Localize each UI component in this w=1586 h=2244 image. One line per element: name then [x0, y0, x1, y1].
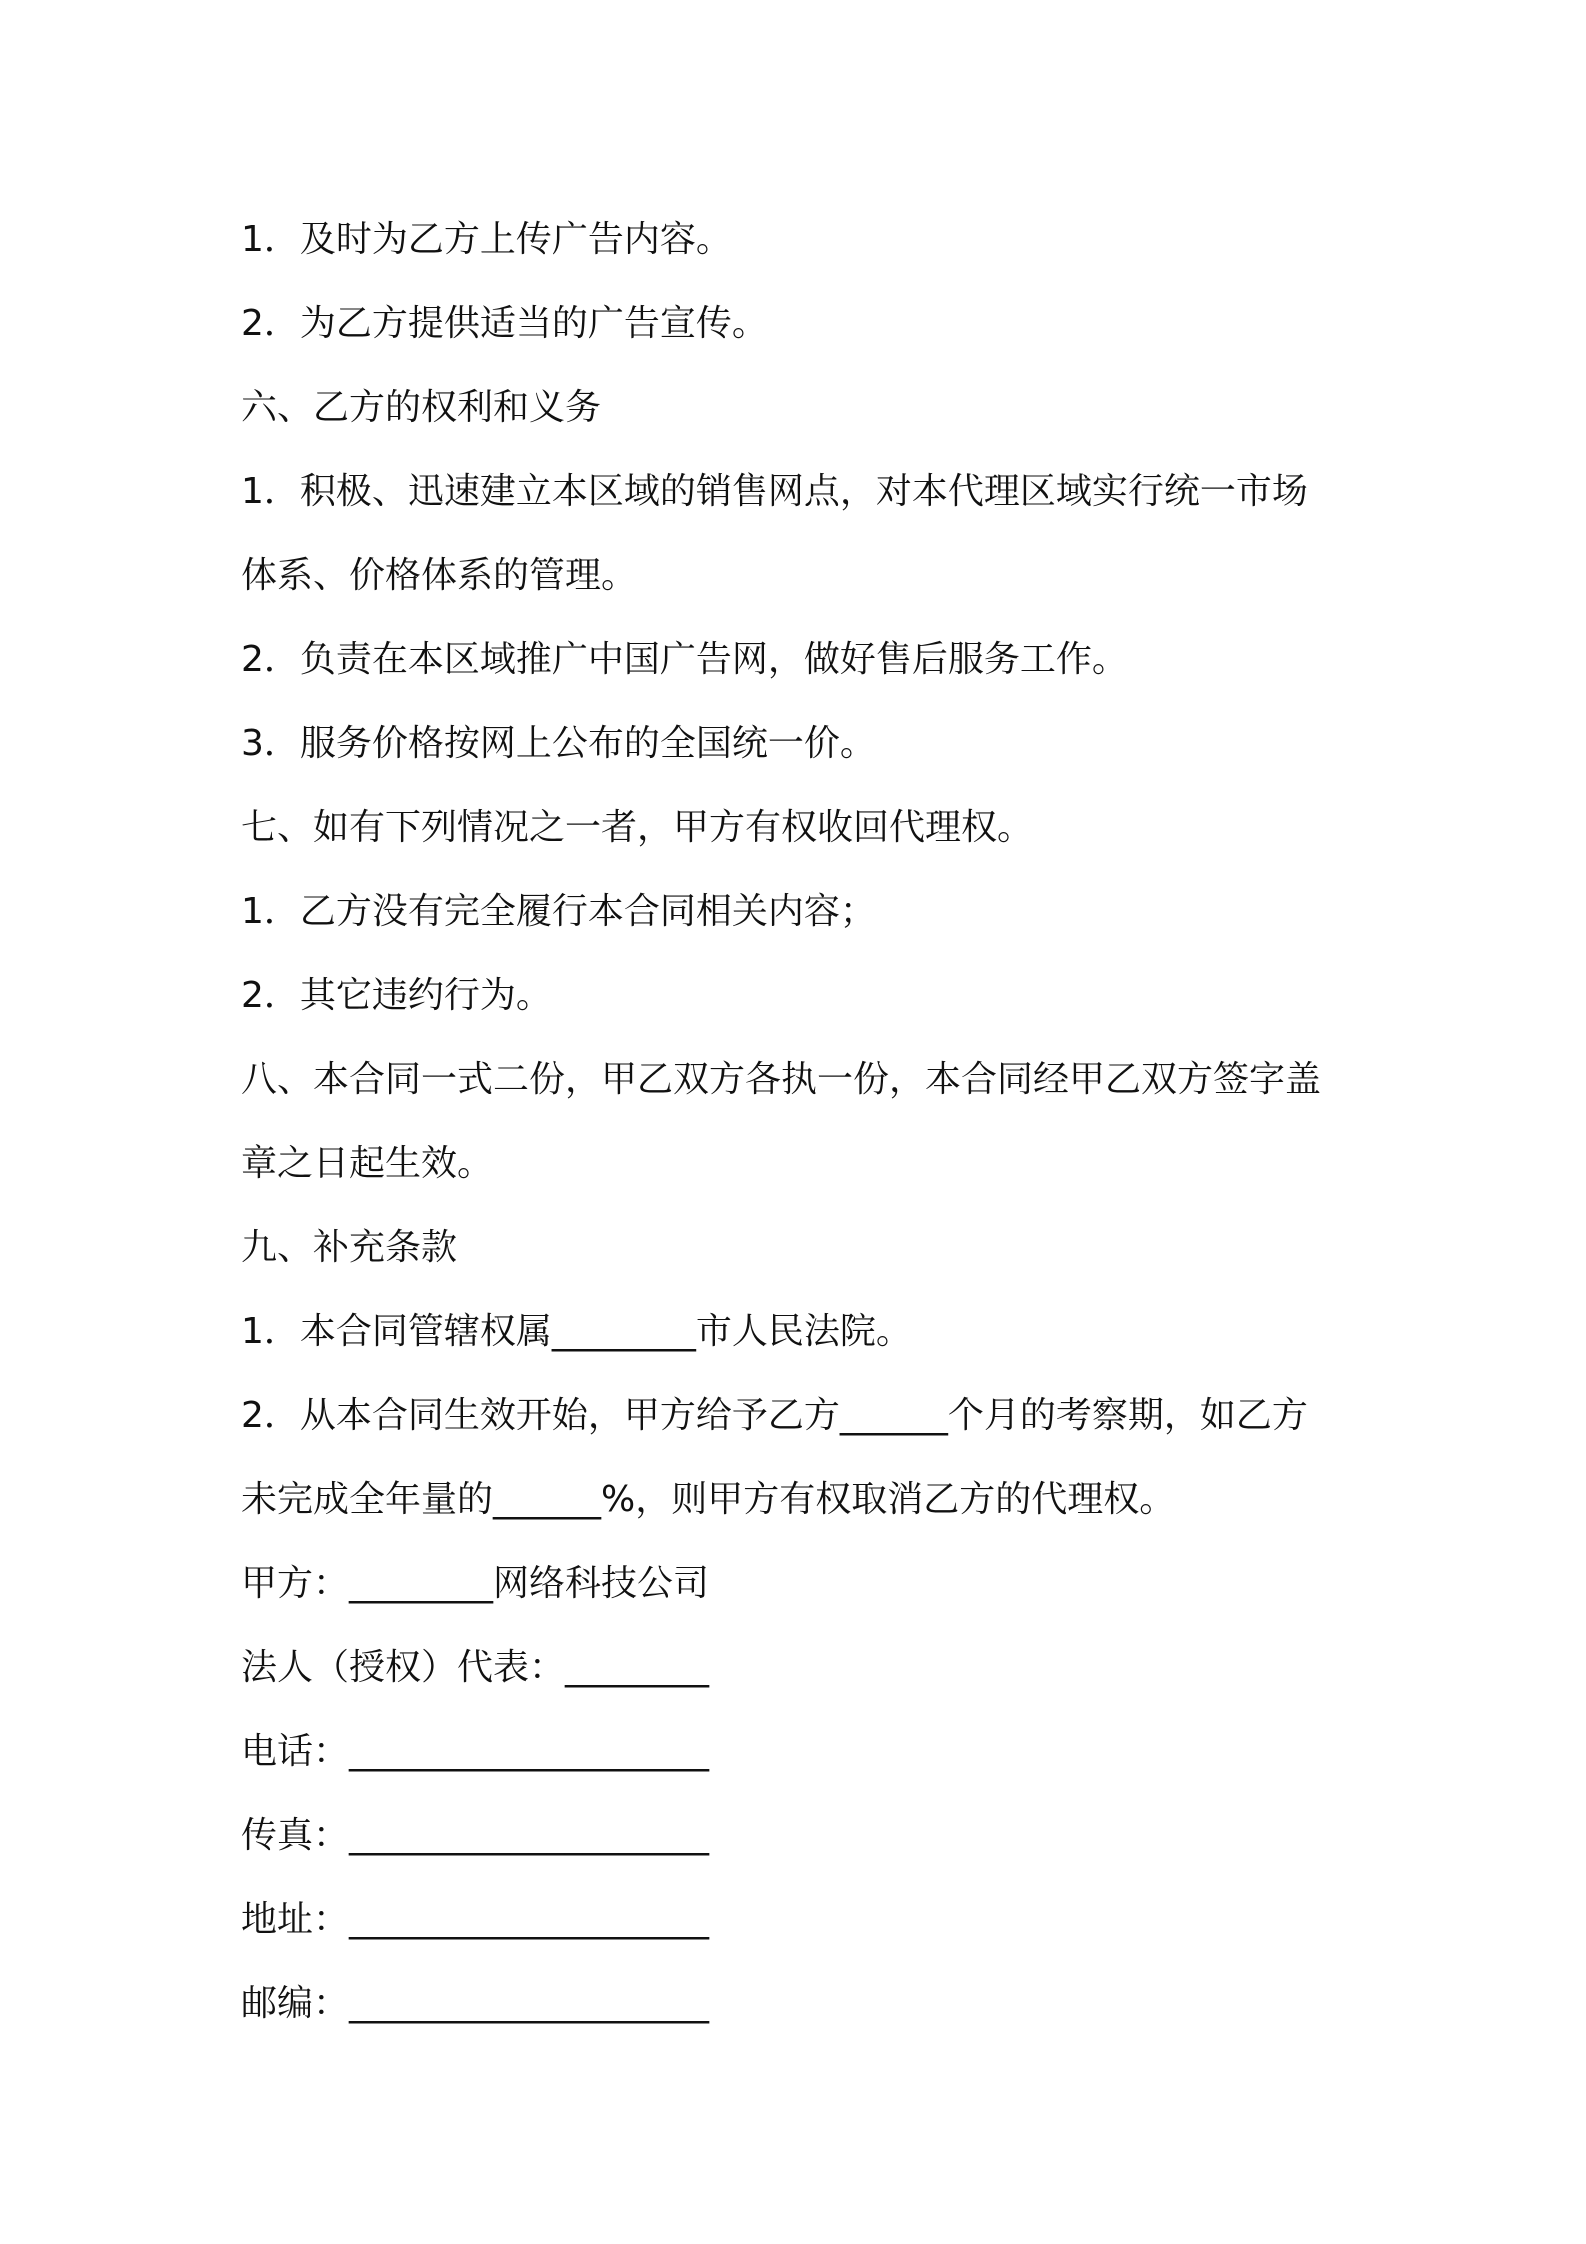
section-8-line-2: 章之日起生效。 — [241, 1143, 494, 1184]
section-heading-6: 六、乙方的权利和义务 — [241, 387, 602, 428]
section-8-line-1: 八、本合同一式二份，甲乙双方各执一份，本合同经甲乙双方签字盖 — [241, 1059, 1322, 1100]
legal-representative: 法人（授权）代表：________ — [241, 1647, 710, 1688]
fax-field: 传真：____________________ — [241, 1815, 710, 1856]
clause-5-item-2: 2．为乙方提供适当的广告宣传。 — [241, 303, 768, 344]
clause-6-item-1-line-1: 1．积极、迅速建立本区域的销售网点，对本代理区域实行统一市场 — [241, 471, 1308, 512]
clause-6-item-2: 2．负责在本区域推广中国广告网，做好售后服务工作。 — [241, 639, 1128, 680]
clause-6-item-1-line-2: 体系、价格体系的管理。 — [241, 555, 638, 596]
clause-6-item-3: 3．服务价格按网上公布的全国统一价。 — [241, 723, 876, 764]
clause-5-item-1: 1．及时为乙方上传广告内容。 — [241, 219, 732, 260]
section-heading-7: 七、如有下列情况之一者，甲方有权收回代理权。 — [241, 807, 1034, 848]
phone-field: 电话：____________________ — [241, 1731, 710, 1772]
postcode-field: 邮编：____________________ — [241, 1983, 710, 2024]
section-heading-9: 九、补充条款 — [241, 1227, 458, 1268]
clause-7-item-1: 1．乙方没有完全履行本合同相关内容； — [241, 891, 876, 932]
clause-7-item-2: 2．其它违约行为。 — [241, 975, 552, 1016]
clause-9-item-2-line-1: 2．从本合同生效开始，甲方给予乙方______个月的考察期，如乙方 — [241, 1395, 1308, 1436]
document-body — [241, 198, 1371, 2046]
clause-9-item-1: 1．本合同管辖权属________市人民法院。 — [241, 1311, 912, 1352]
address-field: 地址：____________________ — [241, 1899, 710, 1940]
clause-9-item-2-line-2: 未完成全年量的______%，则甲方有权取消乙方的代理权。 — [241, 1479, 1176, 1520]
party-a-name: 甲方：________网络科技公司 — [241, 1563, 710, 1604]
